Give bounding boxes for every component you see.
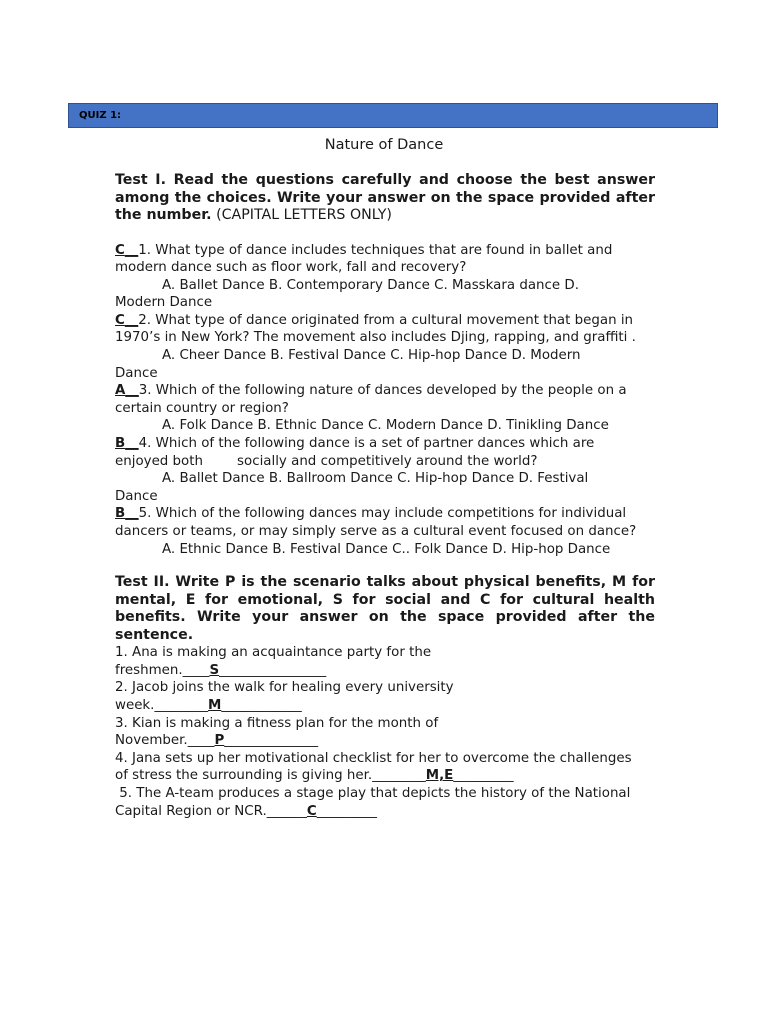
q2-choices-1: A. Cheer Dance B. Festival Dance C. Hip-hop Dance D. Modern xyxy=(162,348,581,364)
q2-text-2: 1970’s in New York? The movement also includes Djing, rapping, and graffiti . xyxy=(115,330,636,346)
blank-q2: __ xyxy=(124,312,139,328)
q4-text-2: enjoyed both socially and competitively around the world? xyxy=(115,453,538,469)
scenario-5 xyxy=(115,785,655,820)
s1-text: 1. Ana is making an acquaintance party for the xyxy=(115,645,432,661)
blank-q5: __ xyxy=(125,506,139,522)
q1-text-2: modern dance such as floor work, fall and recovery? xyxy=(115,260,467,276)
blank-q3: __ xyxy=(125,383,139,399)
answer-q3: A xyxy=(115,383,126,399)
answer-q1: C xyxy=(115,242,125,258)
question-1 xyxy=(115,242,655,312)
quiz-label: QUIZ 1: xyxy=(79,110,122,121)
q2-choices-2: Dance xyxy=(115,365,158,381)
test2-instructions: Test II. Write P is the scenario talks about physical benefits, M for mental, E for emotional, S for social and C for cultural health benefits. Write your answer on the space provided after the sentence. xyxy=(115,574,655,643)
answer-s5: C xyxy=(306,803,317,819)
blank-q4: __ xyxy=(125,436,139,452)
s1-blank-b: ________________ xyxy=(219,662,327,678)
answer-s1: S xyxy=(209,662,220,678)
answer-s4: M,E xyxy=(425,768,454,784)
q1-choices-2: Modern Dance xyxy=(115,295,213,311)
s5-blank-b: _________ xyxy=(316,803,377,819)
worksheet-body xyxy=(115,172,655,820)
s1-blank-a: ____ xyxy=(182,662,210,678)
q1-text-1: 1. What type of dance includes techniques that are found in ballet and xyxy=(138,242,613,258)
test1-heading-caps: (CAPITAL LETTERS ONLY) xyxy=(211,207,392,223)
answer-s3: P xyxy=(214,733,225,749)
q4-choices-1: A. Ballet Dance B. Ballroom Dance C. Hip-hop Dance D. Festival xyxy=(162,471,589,487)
answer-q5: B xyxy=(115,506,126,522)
scenario-4 xyxy=(115,750,655,785)
q5-text-2: dancers or teams, or may simply serve as a cultural event focused on dance? xyxy=(115,524,637,539)
question-2 xyxy=(115,312,655,382)
scenario-1 xyxy=(115,644,655,679)
s2-blank-a: ________ xyxy=(154,697,209,713)
test1-instructions xyxy=(115,172,655,225)
q2-text-1: 2. What type of dance originated from a cultural movement that began in xyxy=(138,312,634,328)
q5-text-1: 5. Which of the following dances may include competitions for individual xyxy=(138,506,627,522)
s3-text: 3. Kian is making a fitness plan for the month of xyxy=(115,715,439,731)
page-title: Nature of Dance xyxy=(324,137,444,153)
s1-prefix: freshmen. xyxy=(115,662,183,678)
q4-choices-2: Dance xyxy=(115,488,158,504)
s5-text: 5. The A-team produces a stage play that depicts the history of the National xyxy=(115,785,631,801)
s3-blank-b: ______________ xyxy=(224,733,319,749)
s2-prefix: week. xyxy=(115,697,155,713)
quiz-header-bar xyxy=(68,103,718,128)
q5-choices-1: A. Ethnic Dance B. Festival Dance C.. Folk Dance D. Hip-hop Dance xyxy=(162,541,611,557)
s4-blank-a: ________ xyxy=(372,768,426,784)
scenario-3 xyxy=(115,715,655,750)
question-4 xyxy=(115,435,655,505)
question-5 xyxy=(115,505,655,558)
s5-prefix: Capital Region or NCR. xyxy=(115,803,267,819)
q3-text-2: certain country or region? xyxy=(115,400,289,416)
s5-blank-a: ______ xyxy=(266,803,307,819)
q3-choices-1: A. Folk Dance B. Ethnic Dance C. Modern Dance D. Tinikling Dance xyxy=(162,418,609,434)
s4-blank-b: _________ xyxy=(453,768,514,784)
s2-blank-b: ____________ xyxy=(221,697,302,713)
s3-prefix: November. xyxy=(115,733,188,749)
s3-blank-a: ____ xyxy=(187,733,215,749)
answer-s2: M xyxy=(208,697,222,713)
s4-prefix: of stress the surrounding is giving her. xyxy=(115,768,373,784)
s2-text: 2. Jacob joins the walk for healing every university xyxy=(115,680,454,696)
answer-q4: B xyxy=(115,436,126,452)
scenario-2 xyxy=(115,679,655,714)
q4-text-1: 4. Which of the following dance is a set of partner dances which are xyxy=(138,436,595,452)
q1-choices-1: A. Ballet Dance B. Contemporary Dance C. Masskara dance D. xyxy=(162,277,579,293)
blank-q1: __ xyxy=(124,242,139,258)
question-3 xyxy=(115,382,655,435)
test1-heading-bold: Test I. Read the questions carefully and choose the best answer among the choices. Write your answer on the space provided after the number. xyxy=(115,172,655,223)
q3-text-1: 3. Which of the following nature of dances developed by the people on a xyxy=(138,383,627,399)
s4-text: 4. Jana sets up her motivational checklist for her to overcome the challenges xyxy=(115,750,632,766)
answer-q2: C xyxy=(115,312,125,328)
